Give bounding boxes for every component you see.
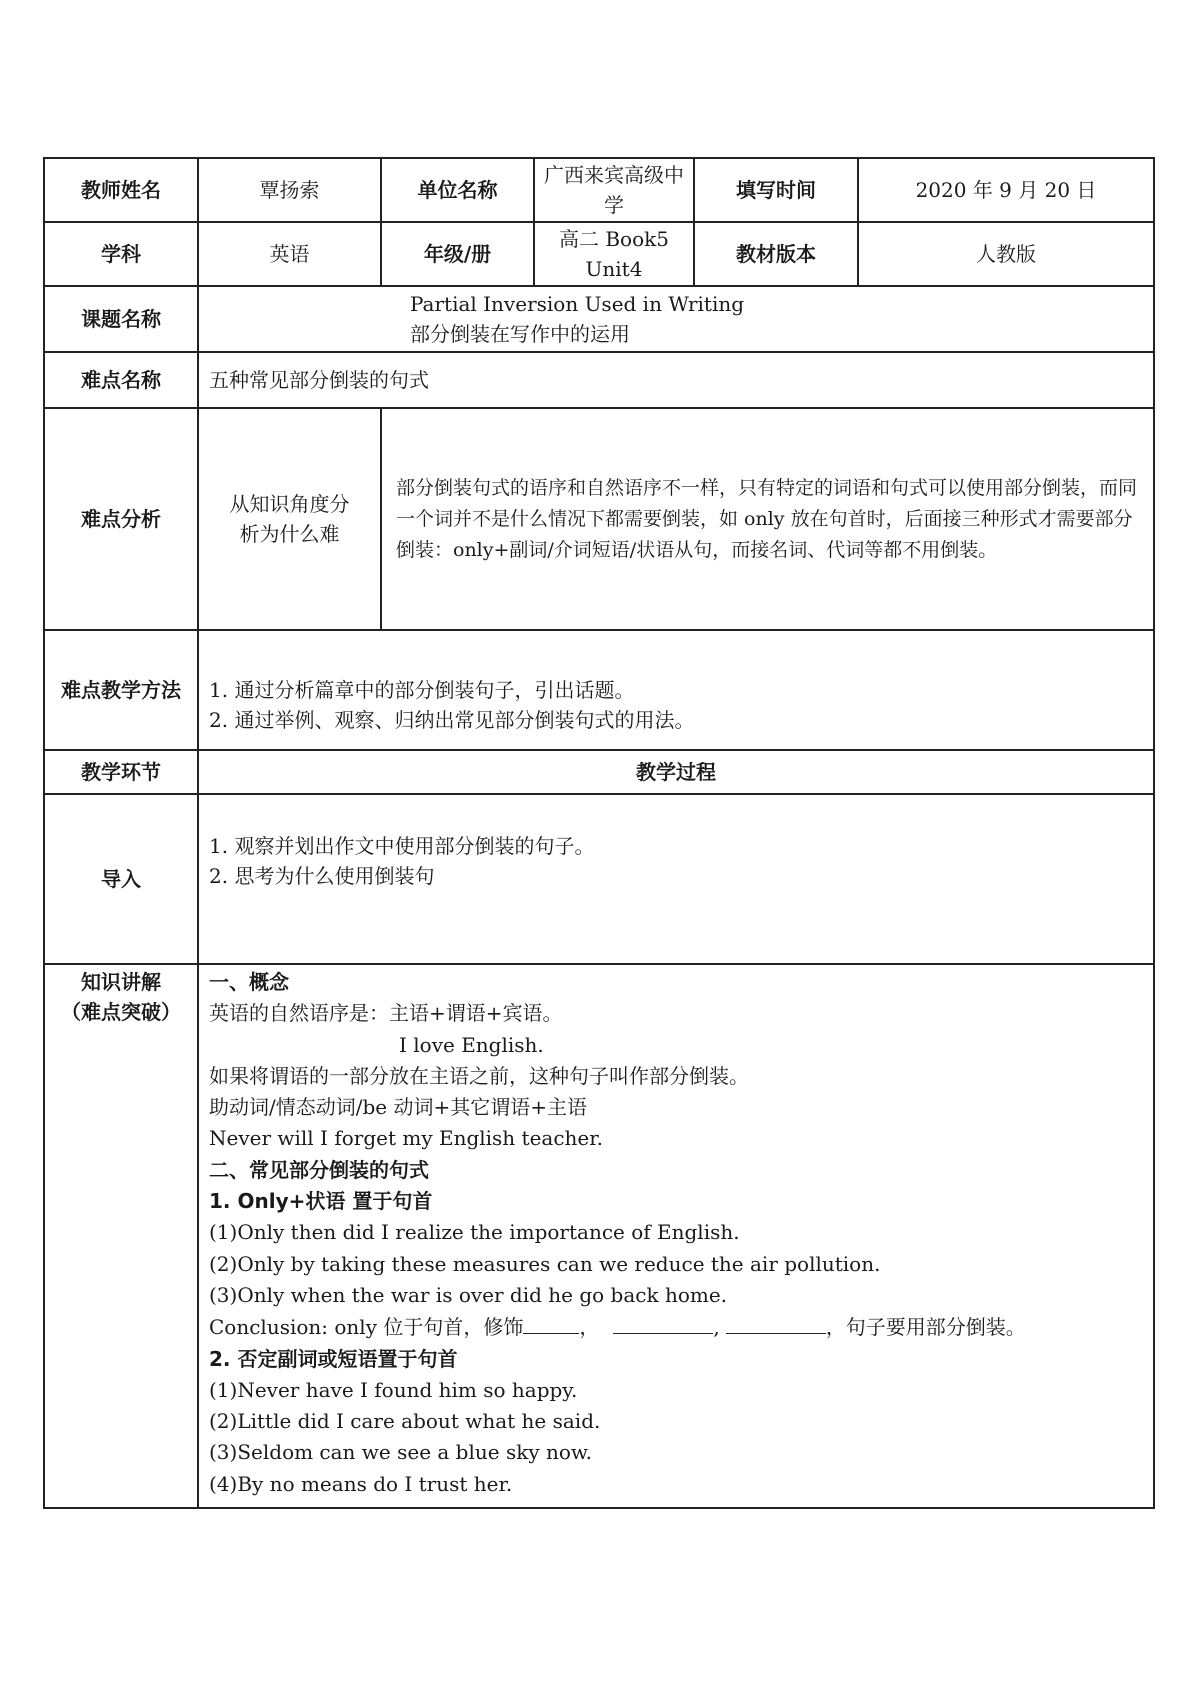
method-label: 难点教学方法	[43, 629, 199, 751]
conclusion-line	[209, 1311, 1143, 1343]
intro-value	[197, 793, 1155, 965]
method-item: 2. 通过举例、观察、归纳出常见部分倒装句式的用法。	[209, 708, 695, 732]
grade-value: 高二 Book5 Unit4	[533, 221, 695, 287]
edition-label: 教材版本	[693, 221, 859, 287]
difficulty-label: 难点名称	[43, 351, 199, 409]
subject-value: 英语	[197, 221, 382, 287]
subject-label: 学科	[43, 221, 199, 287]
teacher-name-value: 覃扬索	[197, 157, 382, 223]
knowledge-label	[43, 963, 199, 1509]
blank-separator: ,	[713, 1315, 720, 1340]
subsection-title-only: 1. Only+状语 置于句首	[209, 1189, 433, 1214]
analysis-text	[380, 407, 1155, 631]
fill-blank-1[interactable]	[523, 1311, 579, 1334]
intro-label: 导入	[43, 793, 199, 965]
example-sentence: (3)Only when the war is over did he go back home.	[209, 1282, 728, 1307]
example-sentence: (3)Seldom can we see a blue sky now.	[209, 1440, 593, 1465]
unit-name-label: 单位名称	[380, 157, 535, 223]
section-title-concept: 一、概念	[209, 970, 289, 994]
conclusion-end: ，句子要用部分倒装。	[825, 1315, 1026, 1340]
analysis-sub-label: 从知识角度分析为什么难	[197, 407, 382, 631]
fill-blank-3[interactable]	[726, 1311, 826, 1334]
fill-blank-2[interactable]	[613, 1311, 713, 1334]
example-sentence: Never will I forget my English teacher.	[209, 1126, 603, 1151]
topic-english: Partial Inversion Used in Writing	[410, 292, 745, 316]
analysis-paragraph: 部分倒装句式的语序和自然语序不一样，只有特定的词语和句式可以使用部分倒装，而同一个词并不是什么情况下都需要倒装，如 only 放在句首时，后面接三种形式才需要部分倒装：only+副词/介词短语/状语从句，而接名词、代词等都不用倒装。	[396, 476, 1138, 561]
knowledge-line: 英语的自然语序是：主语+谓语+宾语。	[209, 1001, 563, 1026]
subsection-title-negative: 2. 否定副词或短语置于句首	[209, 1346, 458, 1371]
example-sentence: (1)Never have I found him so happy.	[209, 1377, 578, 1402]
analysis-label: 难点分析	[43, 407, 199, 631]
knowledge-line: 助动词/情态动词/be 动词+其它谓语+主语	[209, 1095, 587, 1120]
section-title-patterns: 二、常见部分倒装的句式	[209, 1157, 429, 1182]
fill-date-label: 填写时间	[693, 157, 859, 223]
example-sentence: (4)By no means do I trust her.	[209, 1471, 513, 1496]
unit-name-value: 广西来宾高级中学	[533, 157, 695, 223]
topic-value	[197, 285, 1155, 353]
knowledge-label-line1: 知识讲解	[81, 970, 161, 994]
knowledge-line: 如果将谓语的一部分放在主语之前，这种句子叫作部分倒装。	[209, 1063, 749, 1088]
knowledge-label-line2: （难点突破）	[61, 1000, 181, 1024]
example-sentence: I love English.	[399, 1032, 544, 1057]
topic-chinese: 部分倒装在写作中的运用	[410, 322, 630, 346]
edition-value: 人教版	[857, 221, 1155, 287]
knowledge-content	[197, 963, 1155, 1509]
method-item: 1. 通过分析篇章中的部分倒装句子，引出话题。	[209, 678, 635, 702]
example-sentence: (2)Only by taking these measures can we reduce the air pollution.	[209, 1251, 881, 1276]
lesson-plan-table	[43, 157, 1155, 1509]
difficulty-value: 五种常见部分倒装的句式	[197, 351, 1155, 409]
method-value	[197, 629, 1155, 751]
teacher-name-label: 教师姓名	[43, 157, 199, 223]
fill-date-value: 2020 年 9 月 20 日	[857, 157, 1155, 223]
intro-item: 1. 观察并划出作文中使用部分倒装的句子。	[209, 834, 595, 858]
example-sentence: (2)Little did I care about what he said.	[209, 1409, 601, 1434]
intro-item: 2. 思考为什么使用倒装句	[209, 864, 435, 888]
topic-label: 课题名称	[43, 285, 199, 353]
conclusion-start: Conclusion: only 位于句首，修饰	[209, 1315, 524, 1340]
grade-label: 年级/册	[380, 221, 535, 287]
example-sentence: (1)Only then did I realize the importance of English.	[209, 1220, 740, 1245]
blank-separator: ，	[579, 1315, 600, 1340]
process-title: 教学过程	[197, 749, 1155, 795]
process-stage-label: 教学环节	[43, 749, 199, 795]
